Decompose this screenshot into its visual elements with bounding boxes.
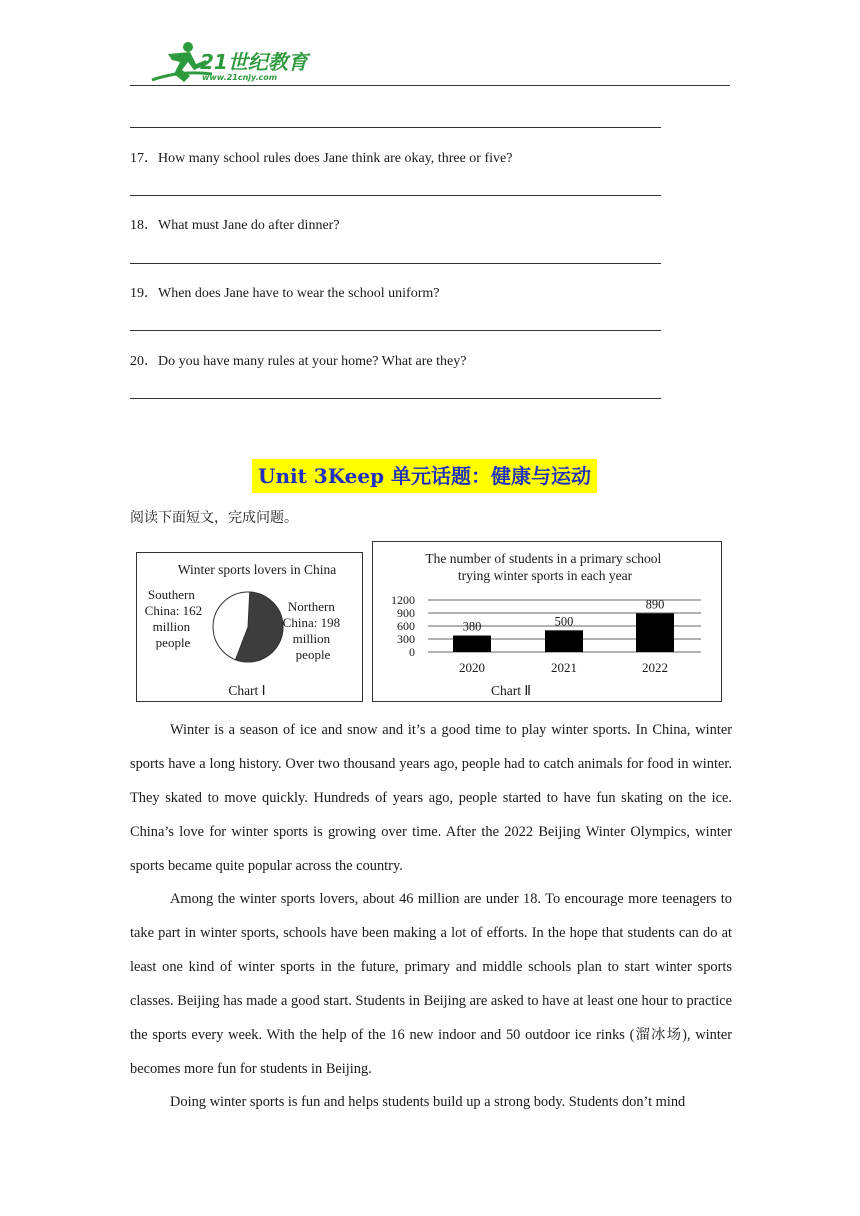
chart-2-bar <box>372 541 722 702</box>
answer-line[interactable] <box>130 398 661 399</box>
answer-line[interactable] <box>130 330 661 331</box>
page-header <box>130 40 730 86</box>
answer-line[interactable] <box>130 195 661 196</box>
answer-line[interactable] <box>130 127 661 128</box>
x-tick-label: 2022 <box>642 660 668 675</box>
reading-instruction: 阅读下面短文，完成问题。 <box>130 510 298 526</box>
bar-value-label: 380 <box>462 619 482 634</box>
bar-2022 <box>636 613 674 652</box>
pie-title: Winter sports lovers in China <box>177 562 337 577</box>
passage-paragraph-1: Winter is a season of ice and snow and it’s a good time to play winter sports. In China, winter sports have a long history. Over two thousand years ago, people had to catch animals for food in winter. They skated to move quickly. Hundreds of years ago, people started to have fun skating on the ice. China’s love for winter sports is growing over time. After the 2022 Beijing Winter Olympics, winter sports became quite popular across the country. <box>130 722 732 874</box>
y-tick-label: 300 <box>397 632 415 646</box>
bar-caption: Chart Ⅱ <box>490 683 532 698</box>
passage-paragraph-2: Among the winter sports lovers, about 46 million are under 18. To encourage more teenagers to take part in winter sports, schools have been making a lot of efforts. In the hope that students can do at least one kind of winter sports in the future, primary and middle schools plan to start winter sports classes. Beijing has made a good start. Students in Beijing are asked to have at least one hour to practice the sports every week. With the help of the 16 new indoor and 50 outdoor ice rinks (溜冰场), winter becomes more fun for students in Beijing. <box>130 891 732 1077</box>
logo-text: 21世纪教育 <box>200 50 308 74</box>
x-tick-label: 2021 <box>551 660 577 675</box>
question-17: 17．How many school rules does Jane think are okay, three or five? <box>130 151 513 166</box>
pie-caption: Chart Ⅰ <box>228 683 266 698</box>
x-tick-label: 2020 <box>459 660 485 675</box>
answer-line[interactable] <box>130 263 661 264</box>
bar-2020 <box>453 636 491 652</box>
question-18: 18．What must Jane do after dinner? <box>130 218 340 233</box>
chart-1-pie <box>136 552 363 702</box>
y-tick-label: 600 <box>397 619 415 633</box>
pie-label-northern: Northern China: 198 million people <box>282 599 341 662</box>
header-divider <box>130 85 730 86</box>
bar-title: The number of students in a primary school trying winter sports in each year <box>425 551 662 583</box>
y-tick-label: 1200 <box>391 593 415 607</box>
y-tick-label: 0 <box>409 645 415 659</box>
unit-title: Unit 3Keep 单元话题：健康与运动 <box>252 459 597 493</box>
passage-paragraph-3: Doing winter sports is fun and helps students build up a strong body. Students don’t mind <box>170 1094 686 1110</box>
bar-2021 <box>545 630 583 652</box>
y-tick-label: 900 <box>397 606 415 620</box>
bar-value-label: 500 <box>554 614 574 629</box>
bar-value-label: 890 <box>645 597 665 612</box>
pie-label-southern: Southern China: 162 million people <box>144 587 203 650</box>
question-20: 20．Do you have many rules at your home? What are they? <box>130 354 467 369</box>
logo-url: www.21cnjy.com <box>202 73 278 82</box>
question-19: 19．When does Jane have to wear the school uniform? <box>130 286 440 301</box>
